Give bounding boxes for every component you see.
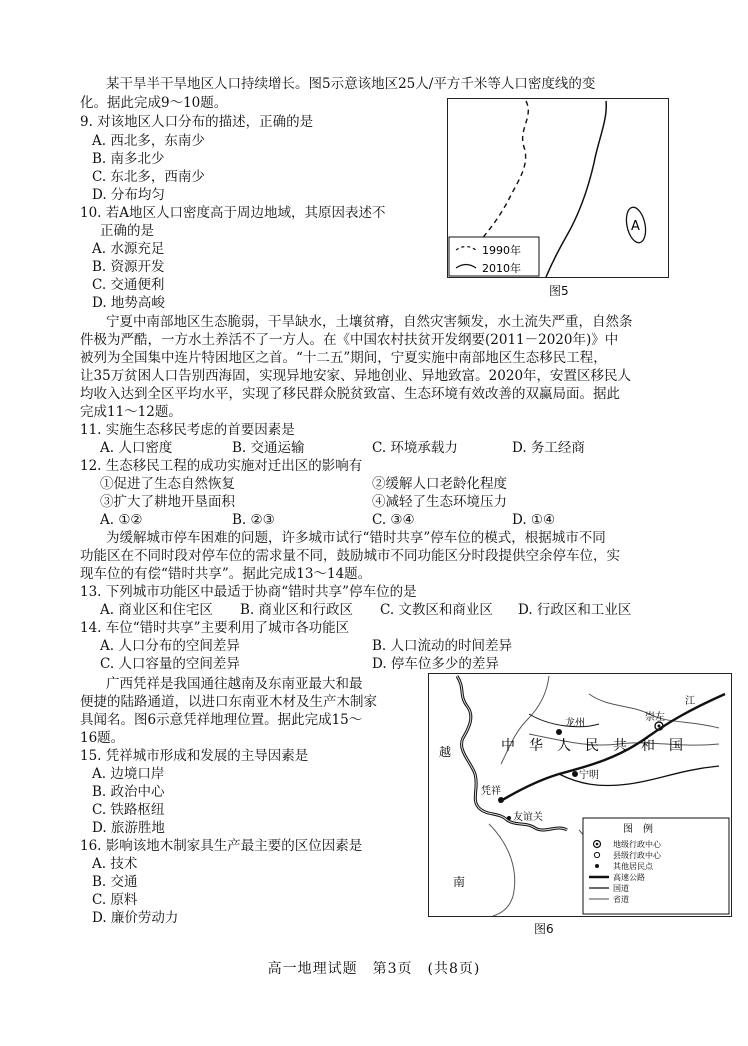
fig6-label-ningming: 宁明 xyxy=(579,770,599,781)
q9-option-d: D. 分布均匀 xyxy=(92,187,165,203)
intro-text-2c: 被列为全国集中连片特困地区之首。“十二五”期间，宁夏实施中南部地区生态移民工程， xyxy=(80,350,607,366)
q12-statement-2: ②缓解人口老龄化程度 xyxy=(372,476,507,492)
intro-text-2b: 件极为严酷，一方水土养活不了一方人。在《中国农村扶贫开发纲要(2011－2020年)》中 xyxy=(80,332,619,348)
q16-option-d: D. 廉价劳动力 xyxy=(92,910,179,926)
q16-option-a: A. 技术 xyxy=(92,856,138,872)
q16-option-b: B. 交通 xyxy=(92,874,138,890)
question-10-stem: 10. 若A地区人口密度高于周边地域，其原因表述不 xyxy=(80,205,386,221)
q16-option-c: C. 原料 xyxy=(92,892,138,908)
q14-option-c: C. 人口容量的空间差异 xyxy=(100,656,240,672)
q12-option-b: B. ②③ xyxy=(232,512,275,528)
q13-option-c: C. 文教区和商业区 xyxy=(380,602,493,618)
fig6-legend-box xyxy=(583,818,729,914)
q11-option-a: A. 人口密度 xyxy=(100,440,173,456)
figure-6-caption: 图6 xyxy=(534,922,554,936)
fig6-legend-title: 图 例 xyxy=(623,824,653,835)
q11-option-d: D. 务工经商 xyxy=(512,440,585,456)
q10-option-c: C. 交通便利 xyxy=(92,277,165,293)
fig6-label-china: 中华人民共和国 xyxy=(501,738,697,754)
figure-5-graphic xyxy=(448,99,668,277)
q12-option-c: C. ③④ xyxy=(372,512,415,528)
fig6-legend-item-2: 县级行政中心 xyxy=(613,851,661,860)
question-13-stem: 13. 下列城市功能区中最适于协商“错时共享”停车位的是 xyxy=(80,584,417,600)
intro-text-3: 为缓解城市停车困难的问题，许多城市试行“错时共享”停车位的模式，根据城市不同 xyxy=(106,530,606,546)
fig6-label-viet1: 越 xyxy=(439,745,452,759)
intro-text-3c: 现车位的有偿“错时共享”。据此完成13～14题。 xyxy=(80,566,372,582)
q13-option-a: A. 商业区和住宅区 xyxy=(100,602,213,618)
q12-statement-3: ③扩大了耕地开垦面积 xyxy=(100,494,235,510)
fig6-legend-item-1: 地级行政中心 xyxy=(613,840,661,849)
fig6-label-chongzuo: 崇左 xyxy=(645,712,665,723)
fig6-label-longzhou: 龙州 xyxy=(565,718,585,729)
q10-option-d: D. 地势高峻 xyxy=(92,295,165,311)
q11-option-c: C. 环境承载力 xyxy=(372,440,458,456)
question-12-stem: 12. 生态移民工程的成功实施对迁出区的影响有 xyxy=(80,458,363,474)
intro-text-2: 宁夏中南部地区生态脆弱，干旱缺水，土壤贫瘠，自然灾害频发，水土流失严重，自然条 xyxy=(106,314,633,330)
figure-6-graphic xyxy=(429,674,731,916)
q10-option-a: A. 水源充足 xyxy=(92,241,165,257)
figure-5-map xyxy=(447,98,669,278)
q9-option-c: C. 东北多，西南少 xyxy=(92,169,205,185)
q14-option-a: A. 人口分布的空间差异 xyxy=(100,638,240,654)
question-11-stem: 11. 实施生态移民考虑的首要因素是 xyxy=(80,422,295,438)
page-footer: 高一地理试题 第3页 (共8页) xyxy=(267,961,481,977)
q14-option-b: B. 人口流动的时间差异 xyxy=(372,638,513,654)
q9-option-b: B. 南多北少 xyxy=(92,151,165,167)
intro-text-1b: 化。据此完成9～10题。 xyxy=(80,95,228,111)
intro-text-3b: 功能区在不同时段对停车位的需求量不同，鼓励城市不同功能区分时段提供空余停车位，实 xyxy=(80,548,620,564)
figure-5-caption: 图5 xyxy=(549,284,569,298)
intro-text-4d: 16题。 xyxy=(80,730,125,746)
q11-option-b: B. 交通运输 xyxy=(232,440,305,456)
fig6-label-jiang: 江 xyxy=(685,696,695,707)
fig6-legend-item-6: 省道 xyxy=(613,895,629,904)
q12-statement-4: ④减轻了生态环境压力 xyxy=(372,494,507,510)
intro-text-1: 某干旱半干旱地区人口持续增长。图5示意该地区25人/平方千米等人口密度线的变 xyxy=(106,76,596,92)
q9-option-a: A. 西北多，东南少 xyxy=(92,133,205,149)
fig6-legend-item-4: 高速公路 xyxy=(613,873,645,882)
intro-text-4: 广西凭祥是我国通往越南及东南亚最大和最 xyxy=(106,676,363,692)
intro-text-2f: 完成11～12题。 xyxy=(80,404,182,420)
fig5-legend-2010: 2010年 xyxy=(482,262,521,275)
fig6-label-youyiguan: 友谊关 xyxy=(513,812,543,823)
question-15-stem: 15. 凭祥城市形成和发展的主导因素是 xyxy=(80,748,309,764)
q12-option-a: A. ①② xyxy=(100,512,143,528)
intro-text-2e: 均收入达到全区平均水平，实现了移民群众脱贫致富、生态环境有效改善的双赢局面。据此 xyxy=(80,386,620,402)
q15-option-d: D. 旅游胜地 xyxy=(92,820,165,836)
fig5-label-a: A xyxy=(631,219,640,234)
q12-statement-1: ①促进了生态自然恢复 xyxy=(100,476,235,492)
q13-option-b: B. 商业区和行政区 xyxy=(240,602,354,618)
q14-option-d: D. 停车位多少的差异 xyxy=(372,656,499,672)
fig6-label-pingxiang: 凭祥 xyxy=(481,786,501,797)
q12-option-d: D. ①④ xyxy=(512,512,556,528)
fig6-label-viet2: 南 xyxy=(453,875,466,889)
question-10-stem-b: 正确的是 xyxy=(100,223,154,239)
fig6-legend-item-3: 其他居民点 xyxy=(613,862,653,871)
intro-text-4c: 具闻名。图6示意凭祥地理位置。据此完成15～ xyxy=(80,712,363,728)
q15-option-c: C. 铁路枢纽 xyxy=(92,802,165,818)
q13-option-d: D. 行政区和工业区 xyxy=(518,602,632,618)
intro-text-4b: 便捷的陆路通道，以进口东南亚木材及生产木制家 xyxy=(80,694,377,710)
figure-6-map xyxy=(428,673,732,917)
question-16-stem: 16. 影响该地木制家具生产最主要的区位因素是 xyxy=(80,838,363,854)
intro-text-2d: 让35万贫困人口告别西海固，实现异地安家、异地创业、异地致富。2020年，安置区移民人 xyxy=(80,368,632,384)
q15-option-a: A. 边境口岸 xyxy=(92,766,165,782)
q10-option-b: B. 资源开发 xyxy=(92,259,165,275)
fig5-legend-1990: 1990年 xyxy=(482,244,521,257)
fig6-legend-item-5: 国道 xyxy=(613,884,629,893)
q15-option-b: B. 政治中心 xyxy=(92,784,165,800)
question-14-stem: 14. 车位“错时共享”主要利用了城市各功能区 xyxy=(80,620,350,636)
question-9-stem: 9. 对该地区人口分布的描述，正确的是 xyxy=(80,114,314,130)
